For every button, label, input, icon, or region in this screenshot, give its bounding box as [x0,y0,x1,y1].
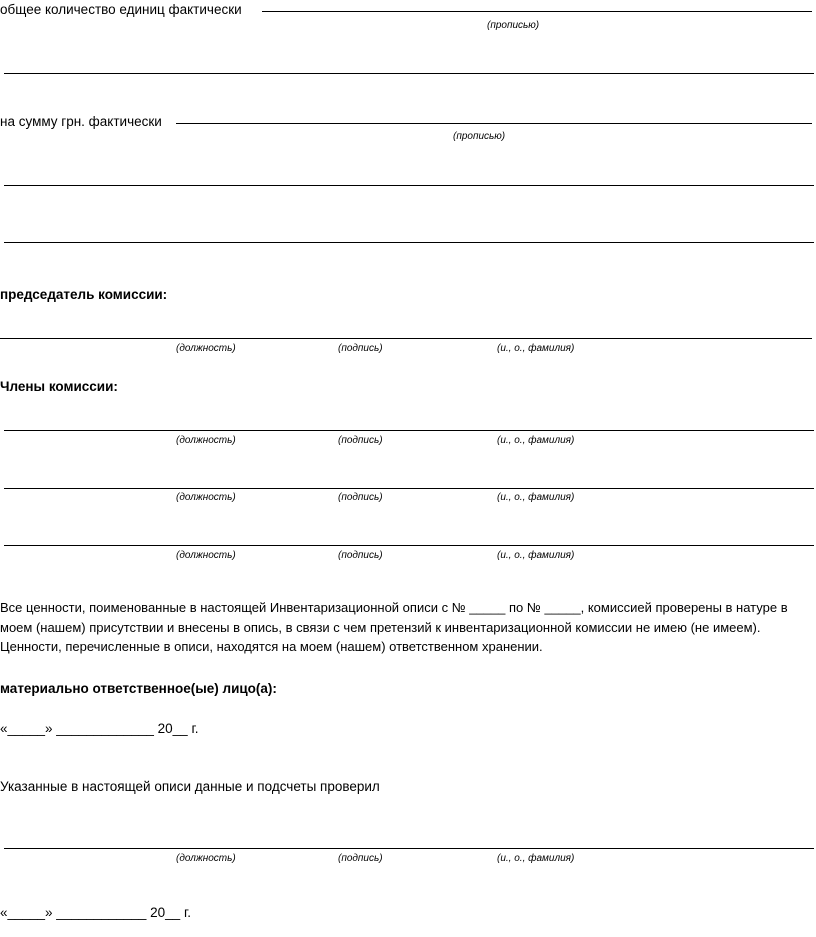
amount-line-3[interactable] [4,242,814,243]
member-3-signature-hint: (подпись) [338,550,383,561]
statement-line-1: Все ценности, поименованные в настоящей Инвентаризационной описи с № _____ по № _____, комиссией проверены в натуре в [0,600,788,615]
members-label: Члены комиссии: [0,379,118,394]
member-2-position-hint: (должность) [176,492,236,503]
verifier-signature-hint: (подпись) [338,853,383,864]
responsible-label: материально ответственное(ые) лицо(а): [0,681,277,696]
chairman-label: председатель комиссии: [0,287,168,302]
total-units-label: общее количество единиц фактически [0,2,242,17]
total-units-line[interactable] [262,11,812,12]
member-1-name-hint: (и., о., фамилия) [497,435,575,446]
member-3-position-hint: (должность) [176,550,236,561]
statement-line-2: моем (нашем) присутствии и внесены в опись, в связи с чем претензий к инвентаризационной комиссии не имею (не имеем). [0,620,761,635]
verifier-position-hint: (должность) [176,853,236,864]
amount-line[interactable] [176,123,812,124]
member-1-signature-hint: (подпись) [338,435,383,446]
member-1-signature-line[interactable] [4,430,814,431]
date-field-2[interactable]: «_____» ____________ 20__ г. [0,905,191,920]
member-1-position-hint: (должность) [176,435,236,446]
statement-line-3: Ценности, перечисленные в описи, находятся на моем (нашем) ответственном хранении. [0,639,543,654]
chairman-position-hint: (должность) [176,343,236,354]
member-2-name-hint: (и., о., фамилия) [497,492,575,503]
chairman-name-hint: (и., о., фамилия) [497,343,575,354]
chairman-signature-line[interactable] [0,338,812,339]
member-2-signature-hint: (подпись) [338,492,383,503]
member-2-signature-line[interactable] [4,488,814,489]
amount-hint: (прописью) [453,131,506,142]
member-3-signature-line[interactable] [4,545,814,546]
amount-line-2[interactable] [4,185,814,186]
member-3-name-hint: (и., о., фамилия) [497,550,575,561]
amount-label: на сумму грн. фактически [0,114,162,129]
chairman-signature-hint: (подпись) [338,343,383,354]
total-units-hint: (прописью) [487,20,540,31]
date-field-1[interactable]: «_____» _____________ 20__ г. [0,721,199,736]
verified-label: Указанные в настоящей описи данные и подсчеты проверил [0,779,380,794]
verifier-signature-line[interactable] [4,848,814,849]
verifier-name-hint: (и., о., фамилия) [497,853,575,864]
total-units-line-2[interactable] [4,73,814,74]
